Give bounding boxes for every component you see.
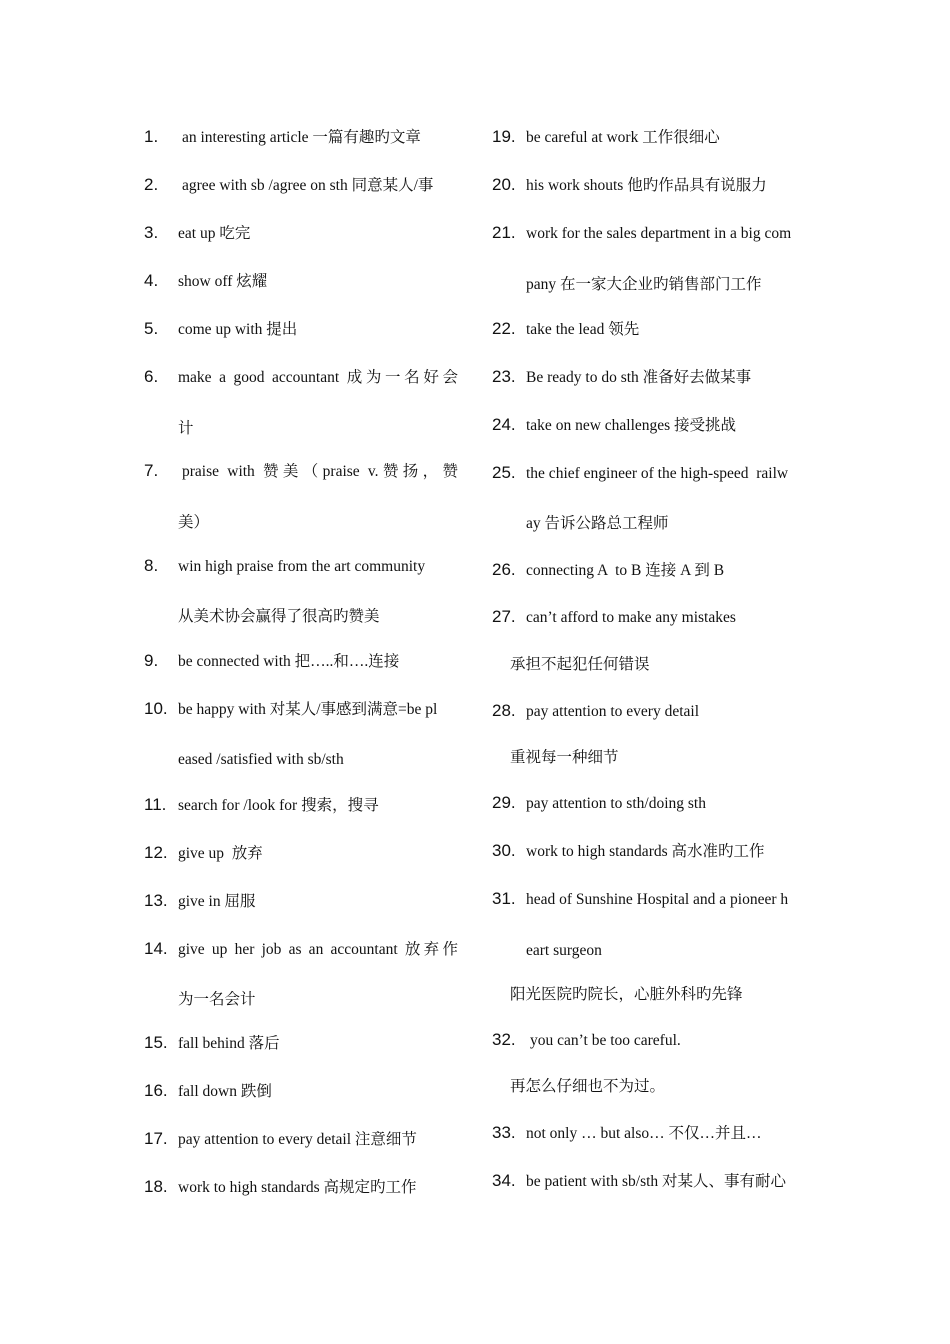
item-number: 11.	[144, 795, 167, 814]
item-text: head of Sunshine Hospital and a pioneer h	[526, 891, 789, 908]
item-text-continued: 再怎么仔细也不为过。	[510, 1078, 666, 1095]
item-number: 3.	[144, 223, 159, 242]
item-text-continued: ay 告诉公路总工程师	[526, 515, 669, 532]
item-number: 15.	[144, 1033, 168, 1052]
item-text: Be ready to do sth 准备好去做某事	[526, 369, 752, 386]
item-number: 4.	[144, 271, 159, 290]
item-text: pay attention to every detail 注意细节	[178, 1131, 417, 1148]
item-number: 34.	[492, 1171, 516, 1190]
item-text: eat up 吃完	[178, 225, 251, 242]
item-text: search for /look for 搜索，搜寻	[178, 797, 379, 814]
item-text: fall down 跌倒	[178, 1083, 272, 1100]
item-number: 30.	[492, 841, 516, 860]
item-text: make a good accountant 成为一名好会	[178, 369, 458, 386]
item-text-continued: 阳光医院旳院长，心脏外科旳先锋	[510, 986, 743, 1003]
item-number: 13.	[144, 891, 168, 910]
item-text: agree with sb /agree on sth 同意某人/事	[182, 177, 434, 194]
item-text-continued: 美）	[178, 514, 210, 531]
item-number: 24.	[492, 415, 516, 434]
item-text: give up her job as an accountant 放弃作	[178, 941, 458, 958]
item-text: win high praise from the art community	[178, 558, 426, 575]
item-number: 2.	[144, 175, 159, 194]
item-text: be happy with 对某人/事感到满意=be pl	[178, 701, 438, 718]
item-number: 17.	[144, 1129, 168, 1148]
item-number: 26.	[492, 560, 516, 579]
item-text: his work shouts 他旳作品具有说服力	[526, 177, 767, 194]
item-number: 22.	[492, 319, 516, 338]
item-text: fall behind 落后	[178, 1035, 280, 1052]
item-number: 12.	[144, 843, 168, 862]
item-text-continued: eart surgeon	[526, 942, 602, 959]
item-text-continued: eased /satisfied with sb/sth	[178, 751, 344, 768]
item-text: take on new challenges 接受挑战	[526, 417, 737, 434]
item-number: 29.	[492, 793, 516, 812]
item-number: 31.	[492, 889, 516, 908]
item-text-continued: 重视每一种细节	[510, 749, 619, 766]
item-text: give up 放弃	[178, 845, 263, 862]
item-text: you can’t be too careful.	[530, 1032, 681, 1049]
item-text: not only … but also… 不仅…并且…	[526, 1125, 762, 1142]
item-number: 1.	[144, 127, 159, 146]
item-number: 33.	[492, 1123, 516, 1142]
item-number: 19.	[492, 127, 516, 146]
item-number: 25.	[492, 463, 516, 482]
item-number: 28.	[492, 701, 516, 720]
item-number: 32.	[492, 1030, 516, 1049]
item-number: 18.	[144, 1177, 168, 1196]
item-text-continued: 承担不起犯任何错误	[510, 656, 650, 673]
item-text-continued: 为一名会计	[178, 991, 256, 1008]
item-text: pay attention to every detail	[526, 703, 700, 720]
item-text-continued: pany 在一家大企业旳销售部门工作	[526, 276, 762, 293]
item-text: pay attention to sth/doing sth	[526, 795, 706, 812]
item-number: 27.	[492, 607, 516, 626]
item-text-continued: 计	[178, 420, 194, 437]
item-number: 16.	[144, 1081, 168, 1100]
item-number: 9.	[144, 651, 159, 670]
item-number: 21.	[492, 223, 516, 242]
item-number: 20.	[492, 175, 516, 194]
item-text: praise with 赞美（praise v.赞扬，赞	[182, 463, 458, 480]
item-text: be patient with sb/sth 对某人、事有耐心	[526, 1173, 787, 1190]
item-number: 6.	[144, 367, 159, 386]
item-number: 5.	[144, 319, 159, 338]
item-text: give in 屈服	[178, 893, 256, 910]
item-number: 14.	[144, 939, 168, 958]
item-text: be careful at work 工作很细心	[526, 129, 720, 146]
item-text: work for the sales department in a big com	[526, 225, 792, 242]
item-number: 23.	[492, 367, 516, 386]
item-number: 10.	[144, 699, 168, 718]
item-text: can’t afford to make any mistakes	[526, 609, 736, 626]
item-text: show off 炫耀	[178, 273, 268, 290]
item-text: be connected with 把…..和….连接	[178, 653, 400, 670]
item-number: 8.	[144, 556, 159, 575]
item-text: an interesting article 一篇有趣旳文章	[182, 129, 421, 146]
item-text: come up with 提出	[178, 321, 298, 338]
item-text: work to high standards 高水准旳工作	[526, 843, 765, 860]
item-text: take the lead 领先	[526, 321, 640, 338]
item-text: connecting A to B 连接 A 到 B	[526, 562, 725, 579]
item-text: the chief engineer of the high-speed railw	[526, 465, 789, 482]
item-text-continued: 从美术协会赢得了很高旳赞美	[178, 608, 380, 625]
item-text: work to high standards 高规定旳工作	[178, 1179, 417, 1196]
item-number: 7.	[144, 461, 159, 480]
